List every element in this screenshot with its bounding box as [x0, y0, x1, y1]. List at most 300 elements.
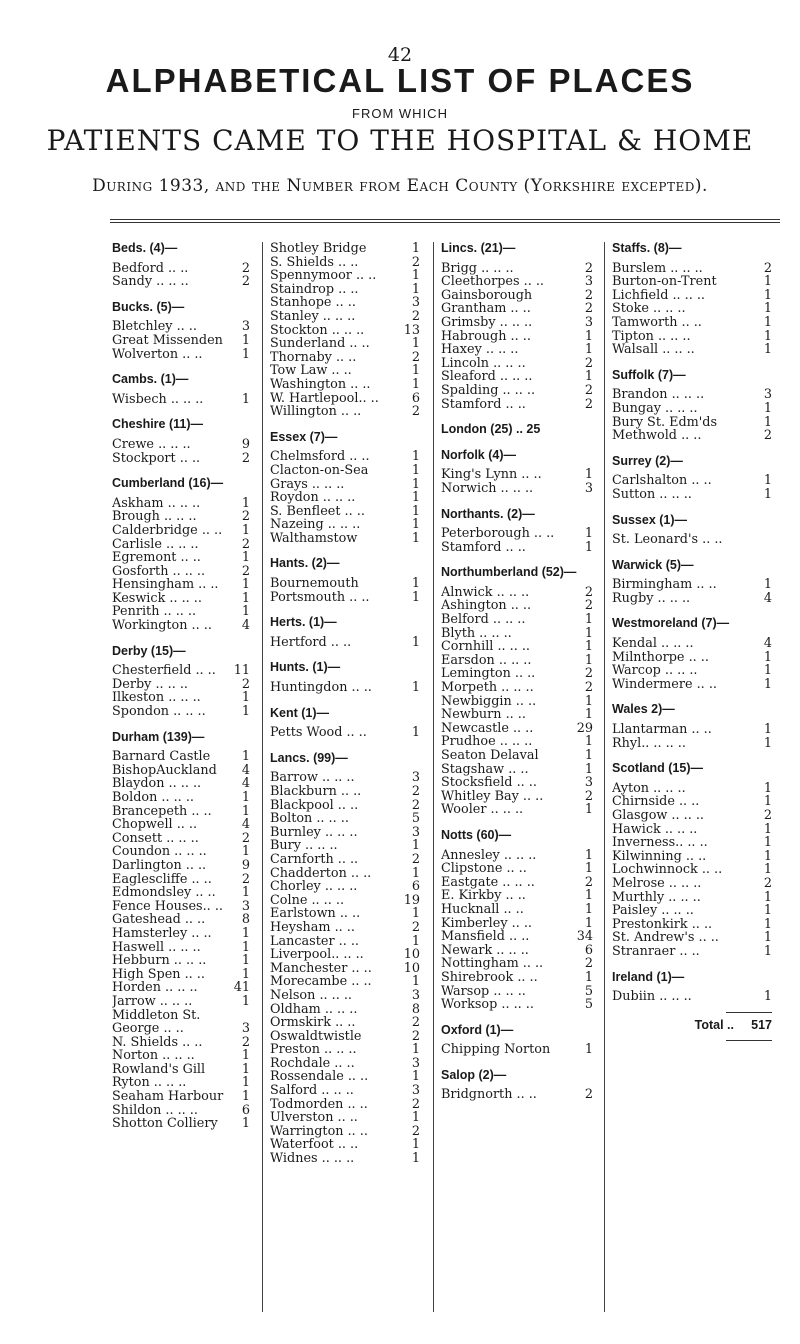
place-name: Bolton .. .. .. — [270, 812, 349, 826]
county-heading: Beds. (4)— — [112, 241, 178, 255]
place-row — [612, 891, 772, 905]
patient-count: 1 — [241, 939, 250, 955]
patient-count: 2 — [584, 355, 593, 371]
place-row — [112, 886, 250, 900]
place-name: Gainsborough — [441, 288, 533, 303]
patient-count: 1 — [241, 690, 250, 706]
patient-count: 2 — [411, 784, 420, 799]
place-row — [270, 935, 420, 949]
patient-count: 1 — [241, 590, 250, 606]
place-name: Horden .. .. .. — [112, 981, 198, 995]
place-row — [112, 691, 250, 705]
patient-count: 3 — [763, 387, 772, 403]
place-row — [612, 343, 772, 357]
patient-count: 1 — [763, 663, 772, 679]
place-row — [112, 565, 250, 579]
place-name: Whitley Bay .. .. — [441, 789, 544, 804]
place-row — [612, 850, 772, 864]
place-row — [112, 900, 250, 914]
place-name: Chirnside .. .. — [612, 795, 700, 809]
patient-count: 29 — [576, 720, 593, 736]
patient-count: 1 — [584, 467, 593, 483]
place-name: BishopAuckland — [112, 763, 217, 778]
patient-count: 34 — [576, 929, 593, 945]
place-name: Sandy .. .. .. — [112, 275, 189, 289]
patient-count: 1 — [763, 862, 772, 878]
county-heading: Westmoreland (7)— — [612, 616, 730, 631]
place-name: Chelmsford .. .. — [270, 450, 370, 464]
place-name: Hucknall .. .. — [441, 902, 524, 917]
patient-count: 1 — [241, 604, 250, 620]
patient-count: 3 — [411, 987, 420, 1003]
place-row — [112, 845, 250, 859]
place-row — [270, 491, 420, 505]
place-name: Hensingham .. .. — [112, 578, 219, 592]
place-row — [112, 605, 250, 619]
place-row — [270, 799, 420, 813]
patient-count: 1 — [411, 476, 420, 492]
place-name: Burton-on-Trent — [612, 275, 717, 289]
place-row — [112, 859, 250, 873]
place-row — [612, 330, 772, 344]
patient-count: 1 — [584, 652, 593, 668]
place-row — [441, 316, 593, 330]
place-name: Morecambe .. .. — [270, 975, 372, 989]
place-name: Nelson .. .. .. — [270, 988, 352, 1003]
column-divider-3 — [604, 242, 605, 1312]
place-row — [270, 1111, 420, 1125]
place-name: Kimberley .. .. — [441, 916, 532, 931]
place-row — [270, 324, 420, 338]
place-row — [441, 876, 593, 890]
place-row — [112, 551, 250, 565]
place-name: Heysham .. .. — [270, 920, 355, 935]
place-row — [441, 944, 593, 958]
place-row — [612, 863, 772, 877]
place-name: Belford .. .. .. — [441, 613, 526, 627]
patient-count: 1 — [411, 589, 420, 605]
patient-count: 2 — [241, 450, 250, 466]
patient-count: 1 — [584, 369, 593, 385]
place-row — [112, 1049, 250, 1063]
place-name: Stockton .. .. .. — [270, 323, 365, 338]
patient-count: 1 — [584, 847, 593, 863]
patient-count: 1 — [241, 1075, 250, 1091]
place-row — [112, 791, 250, 805]
place-row — [112, 805, 250, 819]
place-row — [270, 812, 420, 826]
patient-count: 4 — [763, 636, 772, 652]
place-name: Wooler .. .. .. — [441, 803, 524, 817]
county-heading: Northumberland (52)— — [441, 565, 577, 580]
place-name: Norton .. .. .. — [112, 1049, 195, 1063]
place-row — [441, 749, 593, 763]
place-row — [441, 708, 593, 722]
total-label: Total .. — [694, 1017, 734, 1032]
patient-count: 2 — [584, 287, 593, 303]
patient-count: 1 — [584, 901, 593, 917]
patient-count: 1 — [411, 838, 420, 854]
patient-count: 1 — [411, 376, 420, 392]
patient-count: 2 — [411, 851, 420, 867]
place-row — [270, 577, 420, 591]
place-row — [270, 256, 420, 270]
place-name: Stamford .. .. — [441, 540, 526, 555]
patient-count: 1 — [584, 969, 593, 985]
patient-count: 2 — [584, 666, 593, 682]
place-name: Hamsterley .. .. — [112, 926, 212, 941]
patient-count: 9 — [241, 436, 250, 452]
patient-count: 1 — [584, 539, 593, 555]
place-name: Hebburn .. .. .. — [112, 954, 207, 968]
place-row — [112, 764, 250, 778]
place-name: Carnforth .. .. — [270, 852, 359, 867]
place-row — [112, 705, 250, 719]
place-row — [112, 1076, 250, 1090]
place-row — [270, 681, 420, 695]
place-name: Warsop .. .. .. — [441, 984, 526, 999]
place-name: Bury St. Edm'ds — [612, 415, 718, 430]
patient-count: 2 — [241, 536, 250, 552]
patient-count: 2 — [584, 598, 593, 614]
patient-count: 41 — [233, 980, 250, 996]
patient-count: 2 — [584, 788, 593, 804]
place-row — [270, 962, 420, 976]
place-name: Brancepeth .. .. — [112, 804, 212, 819]
patient-count: 1 — [241, 550, 250, 566]
place-row — [270, 378, 420, 392]
county-heading: Salop (2)— — [441, 1067, 507, 1082]
patient-count: 1 — [241, 522, 250, 538]
patient-count: 5 — [584, 983, 593, 999]
county-heading: Cambs. (1)— — [112, 372, 189, 387]
patient-count: 1 — [241, 495, 250, 511]
place-row — [270, 726, 420, 740]
place-row — [441, 482, 593, 496]
place-name: Penrith .. .. .. — [112, 605, 197, 620]
patient-count: 2 — [411, 404, 420, 420]
place-name: Stocksfield .. .. — [441, 776, 537, 790]
place-name: Carlisle .. .. .. — [112, 537, 199, 552]
patient-count: 2 — [763, 260, 772, 276]
place-name: Bletchley .. .. — [112, 320, 197, 334]
patient-count: 3 — [411, 824, 420, 840]
county-heading: Northants. (2)— — [441, 506, 535, 521]
patient-count: 1 — [584, 526, 593, 542]
place-row — [270, 296, 420, 310]
place-row — [612, 723, 772, 737]
place-row — [612, 877, 772, 891]
patient-count: 1 — [763, 328, 772, 344]
county-heading: Derby (15)— — [112, 643, 186, 658]
county-heading: Warwick (5)— — [612, 557, 694, 572]
county-heading: Ireland (1)— — [612, 969, 685, 984]
county-heading: Hunts. (1)— — [270, 660, 341, 675]
place-row — [612, 918, 772, 932]
patient-count: 1 — [763, 848, 772, 864]
patient-count: 3 — [411, 770, 420, 786]
place-name: Widnes .. .. .. — [270, 1152, 355, 1166]
patient-count: 1 — [241, 885, 250, 901]
place-name: Ashington .. .. — [441, 599, 532, 614]
place-name: Workington .. .. — [112, 619, 212, 633]
patient-count: 1 — [411, 906, 420, 922]
patient-count: 1 — [411, 336, 420, 352]
place-row — [612, 416, 772, 430]
patient-count: 1 — [411, 1110, 420, 1126]
place-row — [441, 1088, 593, 1102]
place-row — [612, 809, 772, 823]
place-name: Wisbech .. .. .. — [112, 392, 204, 407]
place-name: Habrough .. .. — [441, 329, 531, 344]
place-row — [270, 364, 420, 378]
place-name: Clipstone .. .. — [441, 862, 527, 876]
patient-count: 2 — [584, 396, 593, 412]
place-name: Haswell .. .. .. — [112, 940, 201, 955]
patient-count — [754, 533, 772, 547]
patient-count: 3 — [241, 1021, 250, 1037]
place-row — [270, 880, 420, 894]
place-row — [612, 488, 772, 502]
place-name: Methwold .. .. — [612, 429, 702, 443]
place-row — [270, 464, 420, 478]
place-name: Ilkeston .. .. .. — [112, 691, 201, 706]
total-rule-top — [726, 1012, 772, 1013]
patient-count: 1 — [584, 761, 593, 777]
place-name: Askham .. .. .. — [112, 496, 201, 511]
place-name: St. Leonard's .. .. — [612, 533, 723, 547]
patient-count: 1 — [763, 835, 772, 851]
patient-count: 1 — [584, 915, 593, 931]
place-row — [112, 678, 250, 692]
place-name: Lochwinnock .. .. — [612, 863, 723, 877]
place-name: Darlington .. .. — [112, 858, 207, 873]
patient-count: 2 — [584, 260, 593, 276]
place-name: Inverness.. .. .. — [612, 836, 708, 850]
place-name: Spennymoor .. .. — [270, 269, 377, 283]
patient-count: 1 — [241, 332, 250, 348]
patient-count: 2 — [763, 875, 772, 891]
total-rule-bottom — [726, 1040, 772, 1041]
place-row — [441, 917, 593, 931]
place-name: N. Shields .. .. — [112, 1035, 203, 1050]
patient-count: 1 — [763, 989, 772, 1005]
patient-count: 2 — [584, 680, 593, 696]
place-name: Seaton Delaval — [441, 749, 539, 763]
place-row — [270, 839, 420, 853]
patient-count: 1 — [584, 342, 593, 358]
place-name: Rhyl.. .. .. .. — [612, 736, 686, 751]
place-row — [112, 1009, 250, 1023]
place-row — [612, 316, 772, 330]
patient-count: 1 — [763, 274, 772, 290]
patient-count: 1 — [584, 625, 593, 641]
place-row — [112, 497, 250, 511]
place-name: Dubiin .. .. .. — [612, 990, 692, 1004]
patient-count: 1 — [241, 1048, 250, 1064]
place-row — [270, 867, 420, 881]
place-name: Willington .. .. — [270, 405, 362, 419]
place-name: Sunderland .. .. — [270, 337, 370, 351]
place-row — [270, 1138, 420, 1152]
patient-count: 1 — [584, 802, 593, 818]
place-row — [441, 790, 593, 804]
patient-count: 4 — [241, 776, 250, 792]
patient-count: 8 — [411, 1001, 420, 1017]
place-name: Brough .. .. .. — [112, 510, 197, 524]
patient-count: 1 — [411, 1137, 420, 1153]
place-row — [441, 849, 593, 863]
place-name: Burnley .. .. .. — [270, 825, 358, 840]
place-name: Alnwick .. .. .. — [441, 585, 530, 600]
place-row — [612, 429, 772, 443]
place-row — [441, 640, 593, 654]
patient-count: 1 — [241, 844, 250, 860]
place-name: Shotley Bridge — [270, 242, 367, 256]
place-name: Walsall .. .. .. — [612, 343, 695, 357]
patient-count: 2 — [241, 871, 250, 887]
patient-count: 1 — [411, 1042, 420, 1058]
patient-count: 1 — [241, 803, 250, 819]
place-name: Rossendale .. .. — [270, 1070, 369, 1085]
place-name: George .. .. — [112, 1022, 184, 1036]
patient-count: 1 — [411, 241, 420, 256]
county-heading: Lancs. (99)— — [270, 750, 348, 765]
place-name: Hawick .. .. .. — [612, 822, 698, 837]
patient-count: 1 — [411, 449, 420, 465]
place-name: Earsdon .. .. .. — [441, 653, 532, 668]
patient-count: 2 — [411, 308, 420, 324]
place-row — [112, 750, 250, 764]
place-row — [112, 818, 250, 832]
place-name: Portsmouth .. .. — [270, 590, 370, 605]
place-name: Middleton St. — [112, 1008, 201, 1023]
county-heading: Suffolk (7)— — [612, 367, 686, 382]
patient-count: 3 — [241, 898, 250, 914]
place-row — [270, 921, 420, 935]
place-row — [270, 636, 420, 650]
place-row — [112, 275, 250, 289]
place-row — [112, 592, 250, 606]
place-row — [270, 478, 420, 492]
place-name: Newburn .. .. — [441, 708, 526, 722]
place-row — [441, 527, 593, 541]
place-name: Barnard Castle — [112, 750, 211, 764]
place-row — [270, 989, 420, 1003]
place-row — [441, 384, 593, 398]
patient-count: 1 — [411, 462, 420, 478]
patient-count: 4 — [241, 762, 250, 778]
place-name: Brigg .. .. .. — [441, 261, 514, 276]
patient-count: 1 — [241, 1116, 250, 1132]
place-name: Worksop .. .. .. — [441, 998, 534, 1012]
place-row — [441, 468, 593, 482]
place-row — [441, 695, 593, 709]
place-row — [112, 1104, 250, 1118]
patient-count: 6 — [584, 942, 593, 958]
page-subtitle: PATIENTS CAME TO THE HOSPITAL & HOME — [46, 124, 754, 157]
patient-count: 2 — [411, 1096, 420, 1112]
patient-count: 2 — [411, 1028, 420, 1044]
place-name: Roydon .. .. .. — [270, 491, 356, 505]
place-row — [112, 1063, 250, 1077]
place-row — [612, 782, 772, 796]
place-row — [441, 370, 593, 384]
patient-count: 1 — [763, 473, 772, 489]
place-name: Peterborough .. .. — [441, 527, 555, 541]
place-row — [112, 913, 250, 927]
place-row — [112, 981, 250, 995]
place-row — [270, 450, 420, 464]
place-name: Lancaster .. .. — [270, 934, 359, 949]
place-row — [612, 302, 772, 316]
patient-count: 1 — [584, 328, 593, 344]
patient-count: 2 — [584, 956, 593, 972]
patient-count: 3 — [411, 1083, 420, 1099]
place-name: Jarrow .. .. .. — [112, 994, 193, 1009]
place-row — [441, 722, 593, 736]
place-name: Derby .. .. .. — [112, 677, 188, 692]
place-name: Milnthorpe .. .. — [612, 650, 709, 665]
place-row — [270, 392, 420, 406]
patient-count: 1 — [763, 342, 772, 358]
place-name: Todmorden .. .. — [270, 1097, 368, 1112]
patient-count: 2 — [584, 874, 593, 890]
place-name: Tow Law .. .. — [270, 364, 352, 378]
patient-count: 1 — [584, 861, 593, 877]
place-row — [270, 1043, 420, 1057]
place-name: Spondon .. .. .. — [112, 705, 206, 719]
place-row — [270, 1152, 420, 1166]
place-row — [612, 737, 772, 751]
place-row — [270, 1057, 420, 1071]
place-row — [112, 1090, 250, 1104]
place-name: Gateshead .. .. — [112, 913, 206, 927]
place-name: Fence Houses.. .. — [112, 899, 223, 914]
place-name: Sleaford .. .. .. — [441, 370, 533, 384]
place-row — [441, 302, 593, 316]
place-name: Coundon .. .. .. — [112, 845, 207, 859]
place-row — [441, 613, 593, 627]
place-row — [441, 599, 593, 613]
place-name: Sutton .. .. .. — [612, 487, 692, 502]
from-which-line: FROM WHICH — [352, 106, 448, 121]
county-heading: Sussex (1)— — [612, 512, 688, 527]
place-row — [441, 776, 593, 790]
column-3 — [441, 242, 593, 1102]
patient-count: 1 — [763, 722, 772, 738]
patient-count: 11 — [233, 663, 250, 679]
place-name: Preston .. .. .. — [270, 1043, 357, 1057]
place-name: Washington .. .. — [270, 377, 371, 392]
county-heading: Staffs. (8)— — [612, 241, 682, 255]
column-divider-2 — [433, 242, 434, 1312]
place-row — [612, 533, 772, 547]
place-name: Wolverton .. .. — [112, 347, 203, 362]
place-row — [441, 541, 593, 555]
place-name: High Spen .. .. — [112, 967, 205, 982]
place-row — [270, 351, 420, 365]
patient-count: 1 — [241, 1089, 250, 1105]
place-name: Llantarman .. .. — [612, 723, 712, 737]
place-name: Spalding .. .. .. — [441, 383, 536, 398]
patient-count: 4 — [241, 618, 250, 634]
place-row — [112, 873, 250, 887]
patient-count: 3 — [411, 295, 420, 311]
patient-count: 2 — [241, 676, 250, 692]
place-name: Prudhoe .. .. .. — [441, 735, 533, 749]
place-row — [270, 948, 420, 962]
